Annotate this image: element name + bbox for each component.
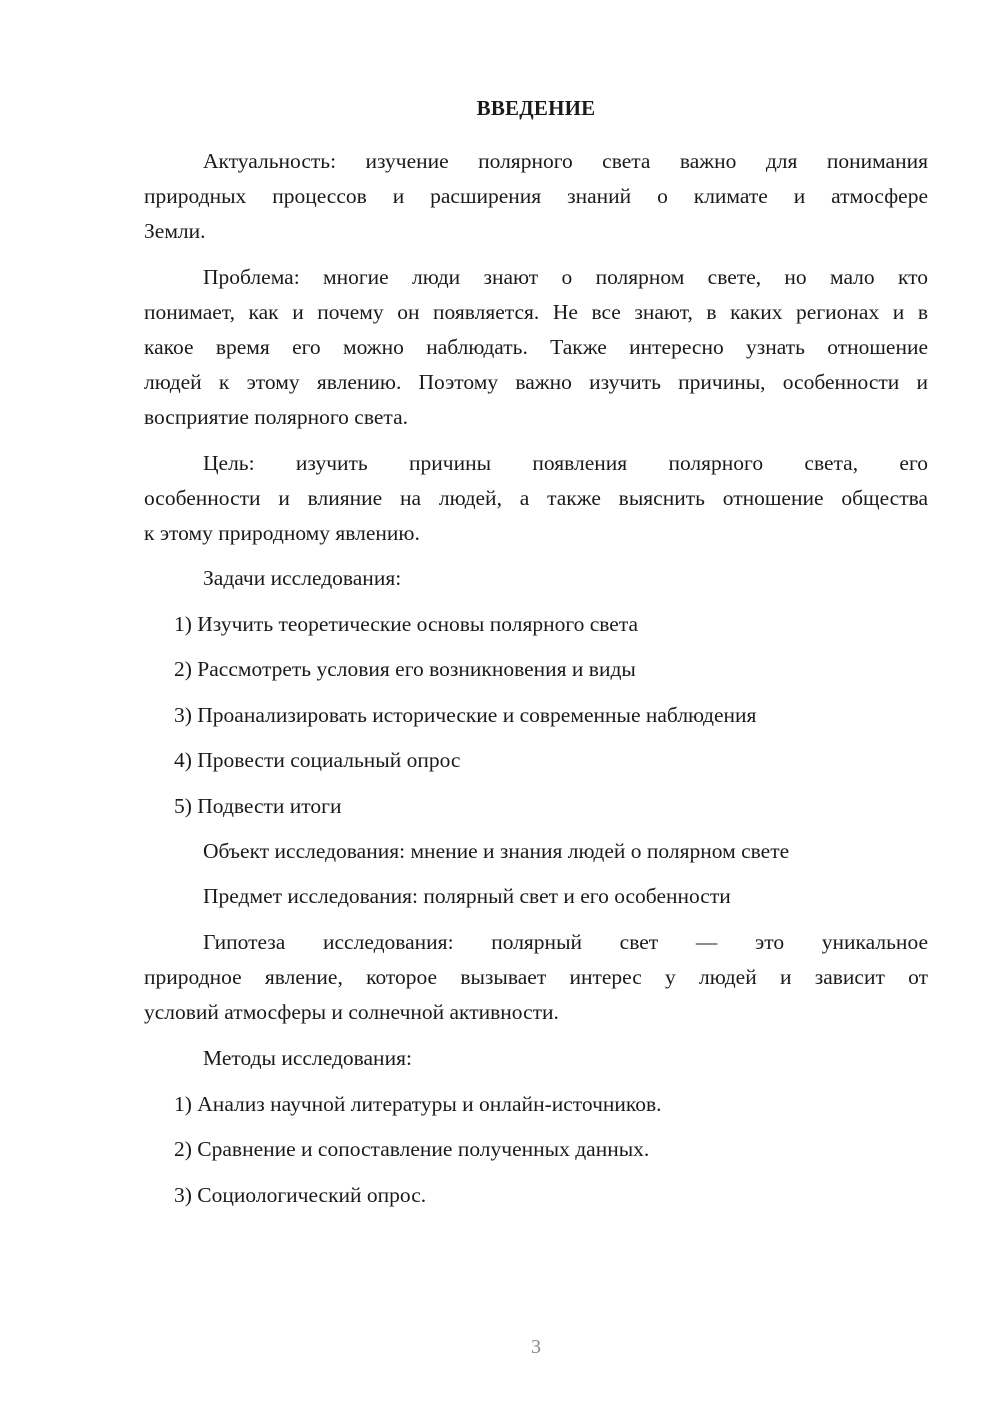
text-line: Методы исследования: — [203, 1046, 412, 1070]
text-line: 4) Провести социальный опрос — [174, 748, 461, 772]
text-line: Объект исследования: мнение и знания людей о полярном свете — [203, 839, 790, 863]
text-line: 1) Анализ научной литературы и онлайн-источников. — [174, 1092, 662, 1116]
text-line: 2) Сравнение и сопоставление полученных данных. — [174, 1137, 650, 1161]
text-line: Предмет исследования: полярный свет и его особенности — [203, 884, 731, 908]
text-line: Проблема: многие люди знают о полярном свете, но мало кто — [203, 265, 928, 289]
text-line: восприятие полярного света. — [144, 405, 408, 429]
text-line: к этому природному явлению. — [144, 521, 420, 545]
section-heading: ВВЕДЕНИЕ — [476, 96, 596, 120]
text-line: 3) Социологический опрос. — [174, 1183, 427, 1207]
text-line: Задачи исследования: — [203, 566, 402, 590]
text-line: природных процессов и расширения знаний о климате и атмосфере — [144, 184, 928, 208]
text-line: какое время его можно наблюдать. Также интересно узнать отношение — [144, 335, 928, 359]
text-line: Гипотеза исследования: полярный свет — это уникальное — [203, 930, 928, 954]
text-line: понимает, как и почему он появляется. Не все знают, в каких регионах и в — [144, 300, 928, 324]
text-line: людей к этому явлению. Поэтому важно изучить причины, особенности и — [144, 370, 928, 394]
text-line: природное явление, которое вызывает интерес у людей и зависит от — [144, 965, 928, 989]
text-line: 2) Рассмотреть условия его возникновения и виды — [174, 657, 636, 681]
text-line: Земли. — [144, 219, 206, 243]
text-line: Цель: изучить причины появления полярного света, его — [203, 451, 928, 475]
text-line: Актуальность: изучение полярного света важно для понимания — [203, 149, 928, 173]
page-number: 3 — [531, 1336, 541, 1358]
text-line: условий атмосферы и солнечной активности. — [144, 1000, 559, 1024]
text-line: 5) Подвести итоги — [174, 794, 342, 818]
text-line: особенности и влияние на людей, а также выяснить отношение общества — [144, 486, 928, 510]
text-line: 3) Проанализировать исторические и современные наблюдения — [174, 703, 757, 727]
text-line: 1) Изучить теоретические основы полярного света — [174, 612, 639, 636]
